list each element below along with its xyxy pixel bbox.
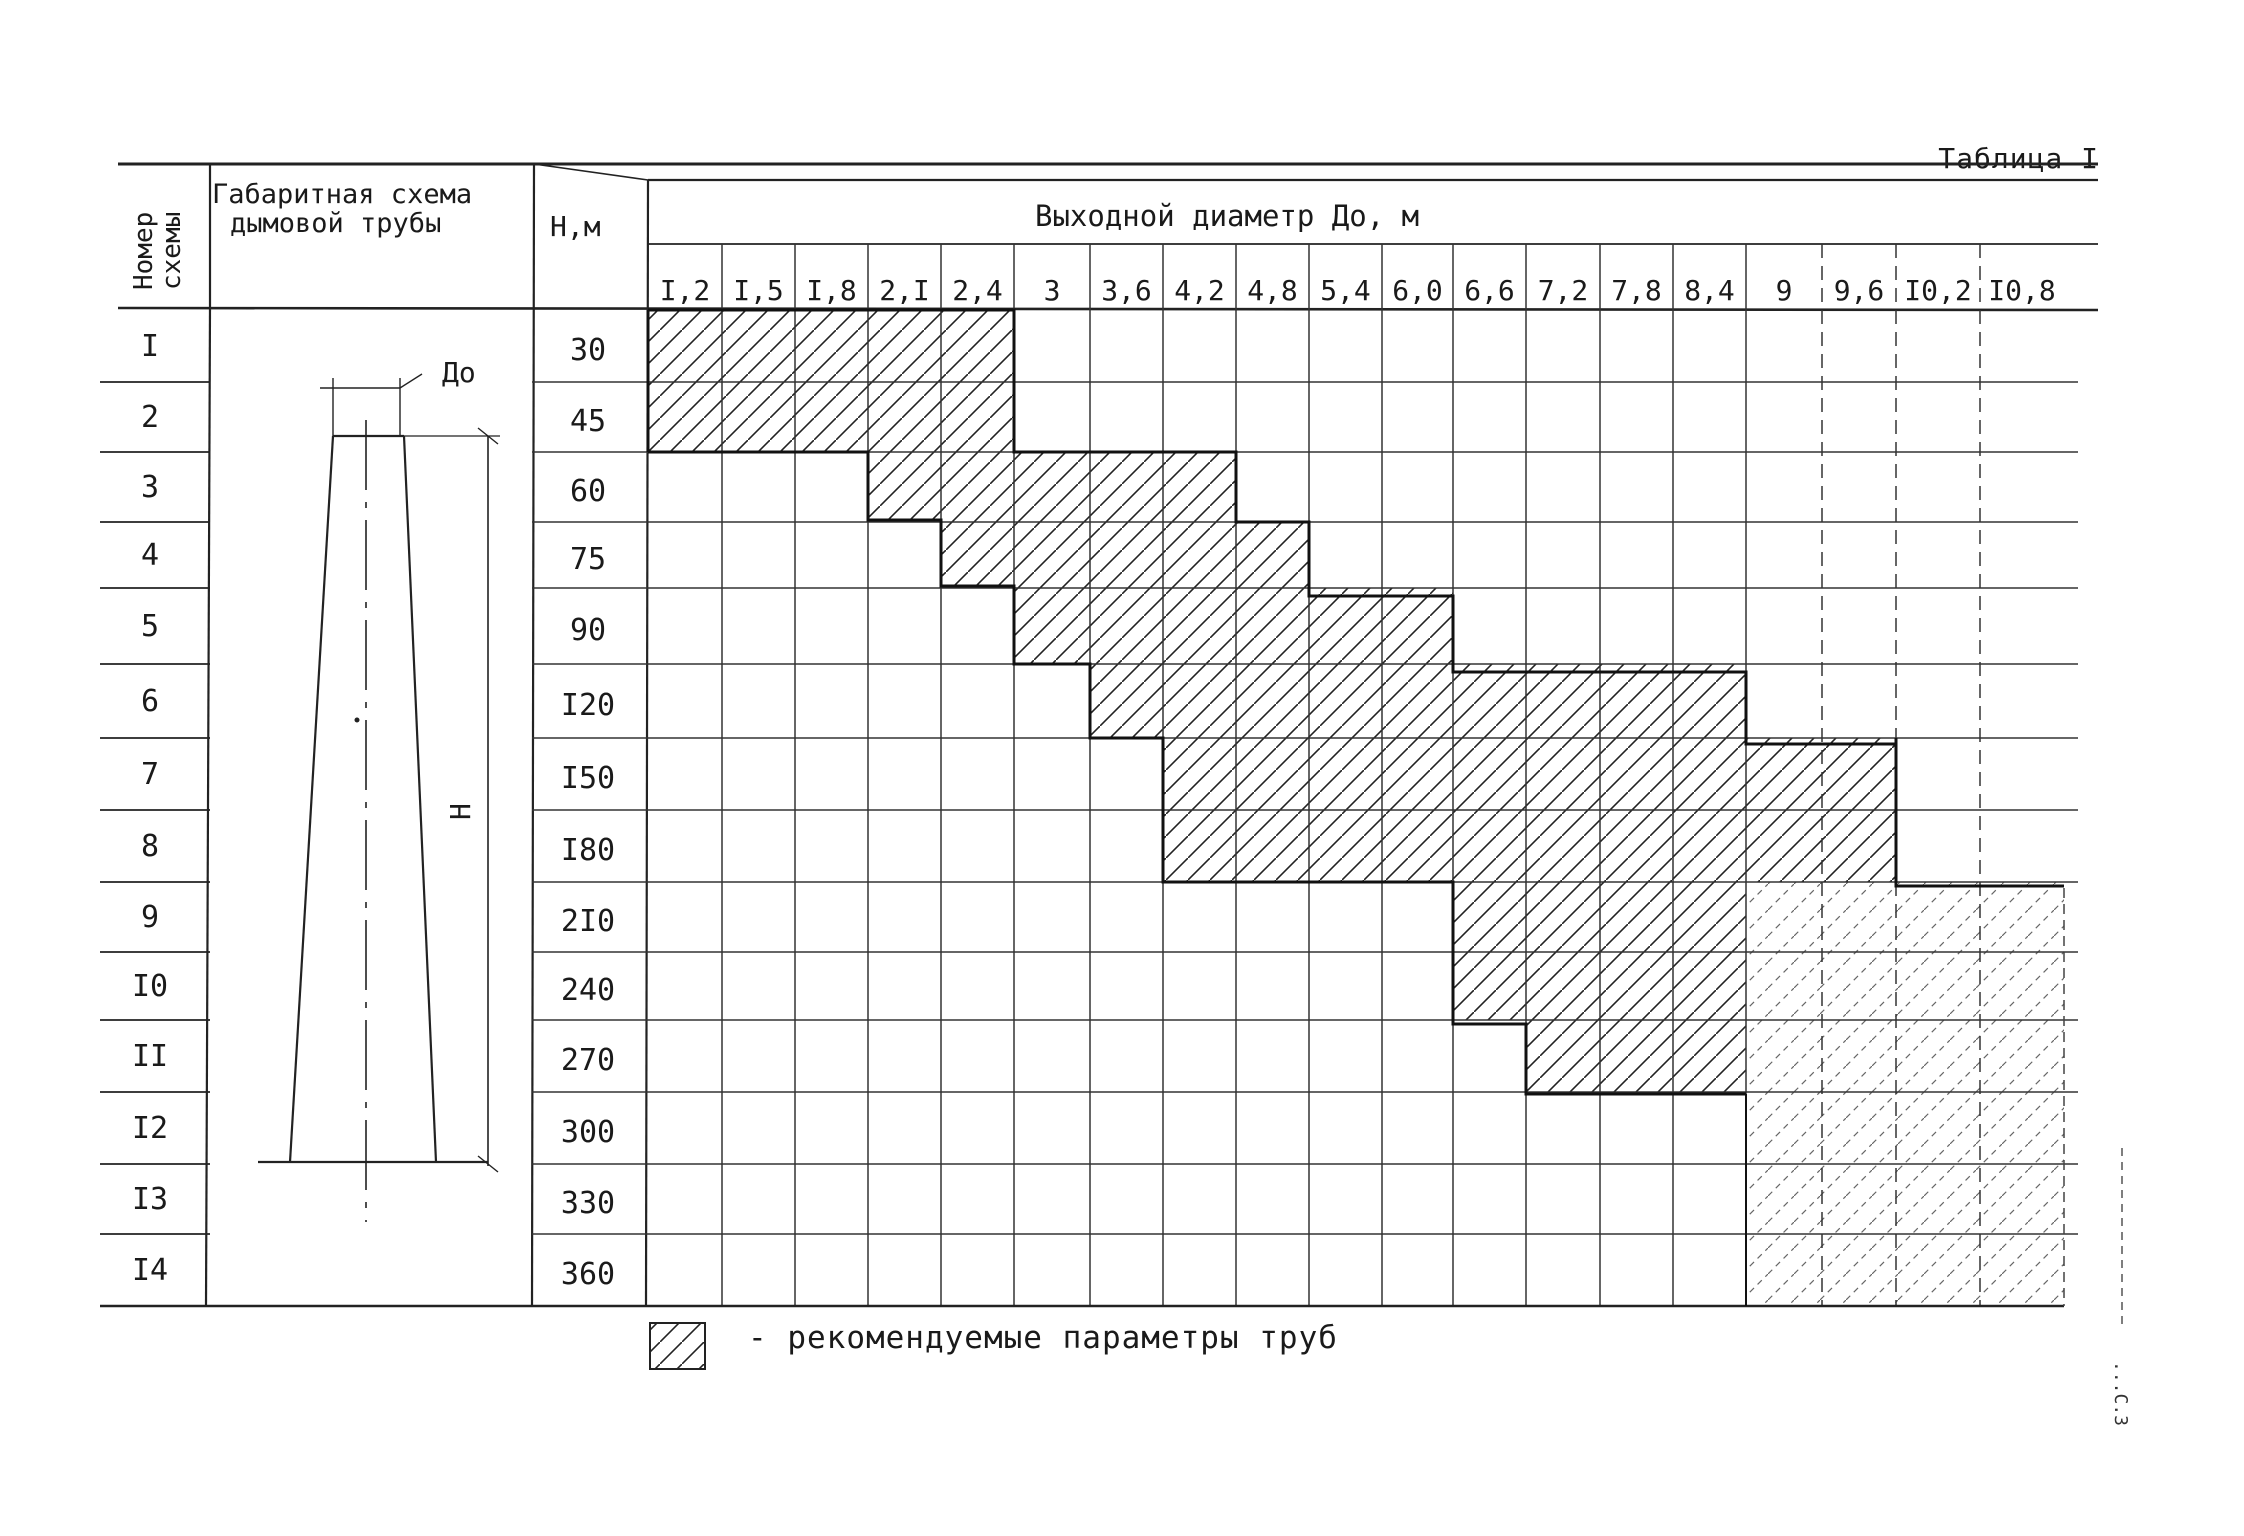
recommended-cell — [1236, 810, 1309, 882]
recommended-cell — [1526, 738, 1600, 810]
recommended-cell — [795, 382, 868, 452]
recommended-cell — [1980, 1092, 2064, 1164]
recommended-cell — [868, 452, 941, 522]
recommended-cell — [1236, 522, 1309, 588]
height-value: 60 — [569, 474, 607, 509]
recommended-cell — [1980, 882, 2064, 952]
diameter-label: I0,2 — [1904, 274, 1972, 307]
scheme-number: I0 — [131, 969, 169, 1004]
recommended-cell — [1309, 664, 1382, 738]
diameter-label: 7,2 — [1537, 274, 1589, 307]
recommended-cell — [1746, 1020, 1822, 1092]
diameter-label: I,2 — [659, 274, 711, 307]
recommended-cell — [1673, 952, 1746, 1020]
recommended-cell — [1600, 952, 1673, 1020]
recommended-cell — [1163, 810, 1236, 882]
scheme-number: 4 — [140, 538, 160, 573]
recommended-cell — [1980, 1020, 2064, 1092]
recommended-cell — [1896, 1234, 1980, 1306]
recommended-cell — [1673, 1020, 1746, 1092]
height-value: 300 — [560, 1115, 616, 1150]
scheme-number: I4 — [131, 1253, 169, 1288]
chimney-diagram — [258, 356, 500, 1222]
header-diameter-group: Выходной диаметр До, м — [1035, 199, 1420, 233]
recommended-cell — [1822, 738, 1896, 810]
recommended-cell — [648, 382, 722, 452]
diameter-label: 8,4 — [1684, 274, 1735, 307]
recommended-cell — [1980, 952, 2064, 1020]
svg-text:...С.3: ...С.3 — [2110, 1361, 2131, 1427]
recommended-cell — [1090, 452, 1163, 522]
height-value: 45 — [569, 404, 607, 439]
recommended-cell — [1236, 738, 1309, 810]
recommended-cell — [1014, 588, 1090, 664]
recommended-cell — [868, 382, 941, 452]
recommended-cell — [1822, 952, 1896, 1020]
header-scheme-number-line1: Номер — [129, 211, 159, 290]
height-value: 30 — [569, 333, 607, 368]
scheme-number: 2 — [140, 400, 160, 435]
diameter-label: 9 — [1775, 274, 1793, 307]
recommended-cell — [648, 310, 722, 382]
header-scheme-number-line2: схемы — [157, 211, 187, 290]
height-value: 90 — [569, 613, 607, 648]
diameter-labels — [660, 274, 2056, 307]
recommended-cell — [1453, 738, 1526, 810]
height-value: 330 — [560, 1186, 616, 1221]
recommended-cell — [941, 382, 1014, 452]
height-value: I50 — [560, 761, 616, 796]
margin-mark — [2110, 1148, 2132, 1427]
recommended-cell — [1309, 810, 1382, 882]
recommended-cell — [1822, 1020, 1896, 1092]
height-value: 75 — [569, 542, 607, 577]
recommended-cell — [1163, 738, 1236, 810]
diameter-label: 6,6 — [1464, 274, 1515, 307]
scheme-number: 8 — [140, 829, 160, 864]
recommended-cell — [1746, 810, 1822, 882]
scheme-number: 5 — [140, 609, 160, 644]
recommended-cell — [941, 452, 1014, 522]
recommended-cell — [1746, 1164, 1822, 1234]
height-value: I20 — [560, 688, 616, 723]
recommended-cell — [1163, 452, 1236, 522]
recommended-cell — [1600, 1020, 1673, 1092]
recommended-cell — [941, 522, 1014, 588]
scheme-number: 9 — [140, 900, 160, 935]
height-value: I80 — [560, 833, 616, 868]
recommended-cell — [1980, 1164, 2064, 1234]
recommended-cell — [1600, 664, 1673, 738]
recommended-cell — [1746, 1234, 1822, 1306]
scheme-number: I2 — [131, 1111, 169, 1146]
recommended-cell — [1526, 1020, 1600, 1092]
recommended-cell — [868, 310, 941, 382]
recommended-cell — [1453, 810, 1526, 882]
diameter-label: 7,8 — [1611, 274, 1662, 307]
height-dimension-label: Н — [444, 803, 477, 820]
diameter-label: 4,8 — [1247, 274, 1298, 307]
height-value: 270 — [560, 1043, 616, 1078]
recommended-cell — [1236, 664, 1309, 738]
recommended-cell — [795, 310, 868, 382]
table-title: Таблица I — [1938, 142, 2099, 175]
recommended-zone — [648, 310, 2064, 1306]
recommended-cell — [1014, 452, 1090, 522]
recommended-cell — [1980, 1234, 2064, 1306]
recommended-cell — [1309, 738, 1382, 810]
recommended-cell — [1526, 882, 1600, 952]
recommended-cell — [1090, 522, 1163, 588]
diameter-dimension-label: До — [442, 356, 476, 389]
recommended-cell — [1163, 664, 1236, 738]
diameter-label: I0,8 — [1988, 274, 2056, 307]
header-height: Н,м — [550, 210, 601, 243]
recommended-cell — [1896, 952, 1980, 1020]
recommended-cell — [1822, 810, 1896, 882]
height-value: 2I0 — [560, 904, 616, 939]
recommended-cell — [1236, 588, 1309, 664]
recommended-cell — [1822, 882, 1896, 952]
recommended-cell — [722, 382, 795, 452]
legend-text: - рекомендуемые параметры труб — [748, 1320, 1338, 1356]
recommended-cell — [722, 310, 795, 382]
recommended-cell — [1382, 588, 1453, 664]
diameter-label: 9,6 — [1833, 274, 1885, 307]
diameter-label: 6,0 — [1392, 274, 1443, 307]
height-value: 360 — [560, 1257, 616, 1292]
diameter-label: 2,4 — [952, 274, 1003, 307]
scheme-number: I3 — [131, 1182, 169, 1217]
recommended-cell — [1453, 952, 1526, 1020]
scheme-number: 6 — [140, 684, 160, 719]
recommended-cell — [1600, 810, 1673, 882]
recommended-cell — [1746, 1092, 1822, 1164]
recommended-cell — [1896, 1092, 1980, 1164]
recommended-cell — [1090, 588, 1163, 664]
recommended-cell — [1382, 664, 1453, 738]
recommended-cell — [1382, 738, 1453, 810]
recommended-cell — [1746, 738, 1822, 810]
recommended-cell — [1746, 952, 1822, 1020]
header-outline-line1: Габаритная схема — [212, 179, 473, 210]
diameter-label: 3,6 — [1101, 274, 1152, 307]
diameter-label: 3 — [1043, 274, 1061, 307]
recommended-cell — [1453, 882, 1526, 952]
recommended-cell — [1526, 952, 1600, 1020]
header-scheme-number — [129, 212, 187, 290]
recommended-cell — [1673, 738, 1746, 810]
scheme-number: 3 — [140, 470, 160, 505]
recommended-cell — [1746, 882, 1822, 952]
header-outline-line2: дымовой трубы — [230, 208, 442, 239]
diameter-label: I,5 — [733, 274, 784, 307]
recommended-cell — [1822, 1164, 1896, 1234]
recommended-cell — [1896, 1020, 1980, 1092]
recommended-cell — [1526, 664, 1600, 738]
recommended-cell — [1673, 664, 1746, 738]
recommended-cell — [1382, 810, 1453, 882]
recommended-cell — [1822, 1234, 1896, 1306]
recommended-cell — [1163, 588, 1236, 664]
diameter-label: 4,2 — [1174, 274, 1225, 307]
recommended-cell — [1163, 522, 1236, 588]
recommended-cell — [1526, 810, 1600, 882]
recommended-cell — [1309, 588, 1382, 664]
recommended-cell — [1896, 1164, 1980, 1234]
recommended-cell — [1673, 810, 1746, 882]
diameter-label: I,8 — [806, 274, 857, 307]
recommended-cell — [1673, 882, 1746, 952]
recommended-cell — [1014, 522, 1090, 588]
recommended-cell — [1896, 882, 1980, 952]
recommended-cell — [1600, 738, 1673, 810]
scheme-number: I — [140, 329, 160, 364]
scheme-number: 7 — [140, 757, 160, 792]
legend-swatch — [650, 1323, 705, 1369]
scheme-number: II — [131, 1039, 169, 1074]
height-value: 240 — [560, 973, 616, 1008]
recommended-cell — [941, 310, 1014, 382]
diameter-label: 2,I — [879, 274, 930, 307]
recommended-cell — [1453, 664, 1526, 738]
recommended-cell — [1822, 1092, 1896, 1164]
diameter-label: 5,4 — [1320, 274, 1371, 307]
recommended-cell — [1090, 664, 1163, 738]
recommended-cell — [1600, 882, 1673, 952]
